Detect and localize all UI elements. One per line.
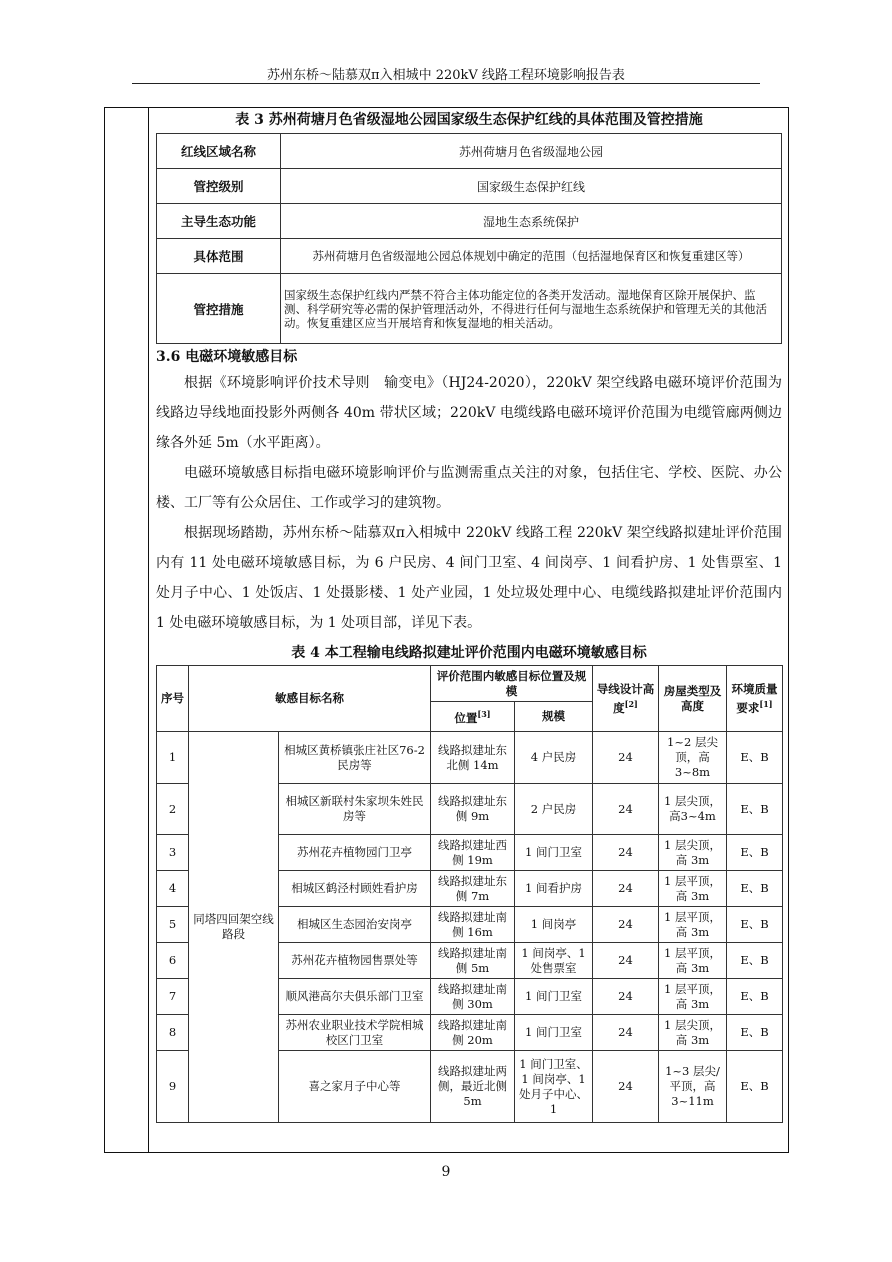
header-height-note: [2] [624,698,638,709]
cell-position: 线路拟建址两侧，最近北侧 5m [431,1051,515,1123]
cell-name: 相城区黄桥镇张庄社区76-2 民房等 [279,732,431,784]
table3-value: 湿地生态系统保护 [281,204,782,239]
section-heading: 3.6 电磁环境敏感目标 [156,349,298,365]
cell-segment: 同塔四回架空线路段 [189,732,279,1123]
cell-height: 24 [593,943,659,979]
cell-house: 1 层尖顶，高 3m [659,1015,727,1051]
cell-position: 线路拟建址南侧 16m [431,907,515,943]
cell-height: 24 [593,784,659,835]
table3-label: 红线区域名称 [157,134,281,169]
cell-height: 24 [593,979,659,1015]
cell-house: 1 层平顶，高 3m [659,907,727,943]
cell-quality: E、B [727,907,783,943]
header-position-note: [3] [477,709,491,720]
table3-value: 国家级生态保护红线 [281,169,782,204]
cell-no: 2 [157,784,189,835]
table3-value: 苏州荷塘月色省级湿地公园总体规划中确定的范围（包括湿地保育区和恢复重建区等） [281,239,782,274]
cell-scale: 1 间门卫室、1 间岗亭、1 处月子中心、1 [515,1051,593,1123]
table3-label: 具体范围 [157,239,281,274]
header-seq: 序号 [157,666,189,732]
table3-row [157,239,782,274]
cell-height: 24 [593,1015,659,1051]
cell-name: 苏州花卉植物园售票处等 [279,943,431,979]
cell-height: 24 [593,871,659,907]
header-scale: 规模 [515,702,593,732]
cell-no: 9 [157,1051,189,1123]
cell-house: 1~3 层尖/平顶，高3~11m [659,1051,727,1123]
running-header: 苏州东桥～陆慕双π入相城中 220kV 线路工程环境影响报告表 [267,68,625,83]
paragraph: 电磁环境敏感目标指电磁环境影响评价与监测需重点关注的对象，包括住宅、学校、医院、办公楼、工厂等有公众居住、工作或学习的建筑物。 [156,465,782,511]
header-house: 房屋类型及高度 [659,666,727,732]
cell-house: 1 层尖顶，高3~4m [659,784,727,835]
cell-house: 1 层平顶，高 3m [659,943,727,979]
cell-quality: E、B [727,871,783,907]
cell-name: 相城区生态园治安岗亭 [279,907,431,943]
cell-quality: E、B [727,1051,783,1123]
cell-name: 相城区新联村朱家坝朱姓民房等 [279,784,431,835]
header-quality-label: 环境质量要求 [731,681,778,715]
header-quality [727,666,783,732]
table4 [156,665,783,1123]
cell-house: 1 层平顶，高 3m [659,871,727,907]
cell-quality: E、B [727,784,783,835]
cell-height: 24 [593,1051,659,1123]
cell-position: 线路拟建址东侧 7m [431,871,515,907]
cell-no: 1 [157,732,189,784]
cell-quality: E、B [727,1015,783,1051]
table3-row [157,134,782,169]
page-number: 9 [441,1164,451,1180]
cell-quality: E、B [727,943,783,979]
cell-scale: 1 间岗亭 [515,907,593,943]
table3 [156,133,782,344]
header-name: 敏感目标名称 [189,666,431,732]
table3-label: 主导生态功能 [157,204,281,239]
cell-scale: 1 间门卫室 [515,835,593,871]
table3-label: 管控级别 [157,169,281,204]
cell-quality: E、B [727,835,783,871]
cell-position: 线路拟建址南侧 5m [431,943,515,979]
cell-house: 1 层平顶，高 3m [659,979,727,1015]
table3-row [157,169,782,204]
cell-no: 5 [157,907,189,943]
cell-quality: E、B [727,732,783,784]
cell-position: 线路拟建址东北侧 14m [431,732,515,784]
header-quality-note: [1] [759,698,773,709]
cell-no: 6 [157,943,189,979]
cell-position: 线路拟建址西侧 19m [431,835,515,871]
cell-scale: 1 间门卫室 [515,979,593,1015]
cell-scale: 1 间岗亭、1处售票室 [515,943,593,979]
table3-value: 苏州荷塘月色省级湿地公园 [281,134,782,169]
cell-name: 喜之家月子中心等 [279,1051,431,1123]
cell-height: 24 [593,835,659,871]
header-position [431,702,515,732]
paragraph: 根据《环境影响评价技术导则 输变电》（HJ24-2020），220kV 架空线路电磁环境评价范围为线路边导线地面投影外两侧各 40m 带状区域；220kV 电缆线路电磁环境评价范围为电缆管廊两侧边缘各外延 5m（水平距离）。 [156,375,782,451]
paragraph: 根据现场踏勘，苏州东桥～陆慕双π入相城中 220kV 线路工程 220kV 架空线路拟建址评价范围内有 11 处电磁环境敏感目标，为 6 户民房、4 间门卫室、4 间岗亭、1 间看护房、1 处售票室、1 处月子中心、1 处饭店、1 处摄影楼、1 处产业园，1 处垃圾处理中心、电缆线路拟建址评价范围内 1 处电磁环境敏感目标，为 1 处项目部，详见下表。 [156,525,782,631]
table3-label: 管控措施 [157,274,281,344]
table3-row [157,274,782,344]
header-height [593,666,659,732]
cell-house: 1 层尖顶，高 3m [659,835,727,871]
main-content [156,107,782,1123]
cell-no: 3 [157,835,189,871]
cell-height: 24 [593,732,659,784]
header-rule [132,83,760,84]
cell-no: 4 [157,871,189,907]
header-range: 评价范围内敏感目标位置及规模 [431,666,593,702]
cell-scale: 4 户民房 [515,732,593,784]
cell-scale: 1 间门卫室 [515,1015,593,1051]
cell-quality: E、B [727,979,783,1015]
cell-height: 24 [593,907,659,943]
cell-name: 顺风港高尔夫俱乐部门卫室 [279,979,431,1015]
cell-scale: 2 户民房 [515,784,593,835]
frame-left-column-rule [148,107,149,1153]
cell-position: 线路拟建址南侧 20m [431,1015,515,1051]
cell-no: 7 [157,979,189,1015]
cell-scale: 1 间看护房 [515,871,593,907]
header-position-label: 位置 [454,710,478,725]
table4-title: 表 4 本工程输电线路拟建址评价范围内电磁环境敏感目标 [291,645,647,661]
table-row [157,732,783,784]
table4-header-row [157,666,783,702]
table3-value: 国家级生态保护红线内严禁不符合主体功能定位的各类开发活动。湿地保育区除开展保护、监测、科学研究等必需的保护管理活动外，不得进行任何与湿地生态系统保护和管理无关的其他活动。恢复重建区应当开展培育和恢复湿地的相关活动。 [281,274,782,344]
cell-name: 相城区鹤泾村顾姓看护房 [279,871,431,907]
cell-position: 线路拟建址东侧 9m [431,784,515,835]
cell-no: 8 [157,1015,189,1051]
cell-position: 线路拟建址南侧 30m [431,979,515,1015]
cell-name: 苏州花卉植物园门卫亭 [279,835,431,871]
cell-name: 苏州农业职业技术学院相城校区门卫室 [279,1015,431,1051]
header-height-label: 导线设计高度 [596,681,655,715]
table3-row [157,204,782,239]
table3-title: 表 3 苏州荷塘月色省级湿地公园国家级生态保护红线的具体范围及管控措施 [235,112,703,128]
cell-house: 1~2 层尖顶，高3~8m [659,732,727,784]
